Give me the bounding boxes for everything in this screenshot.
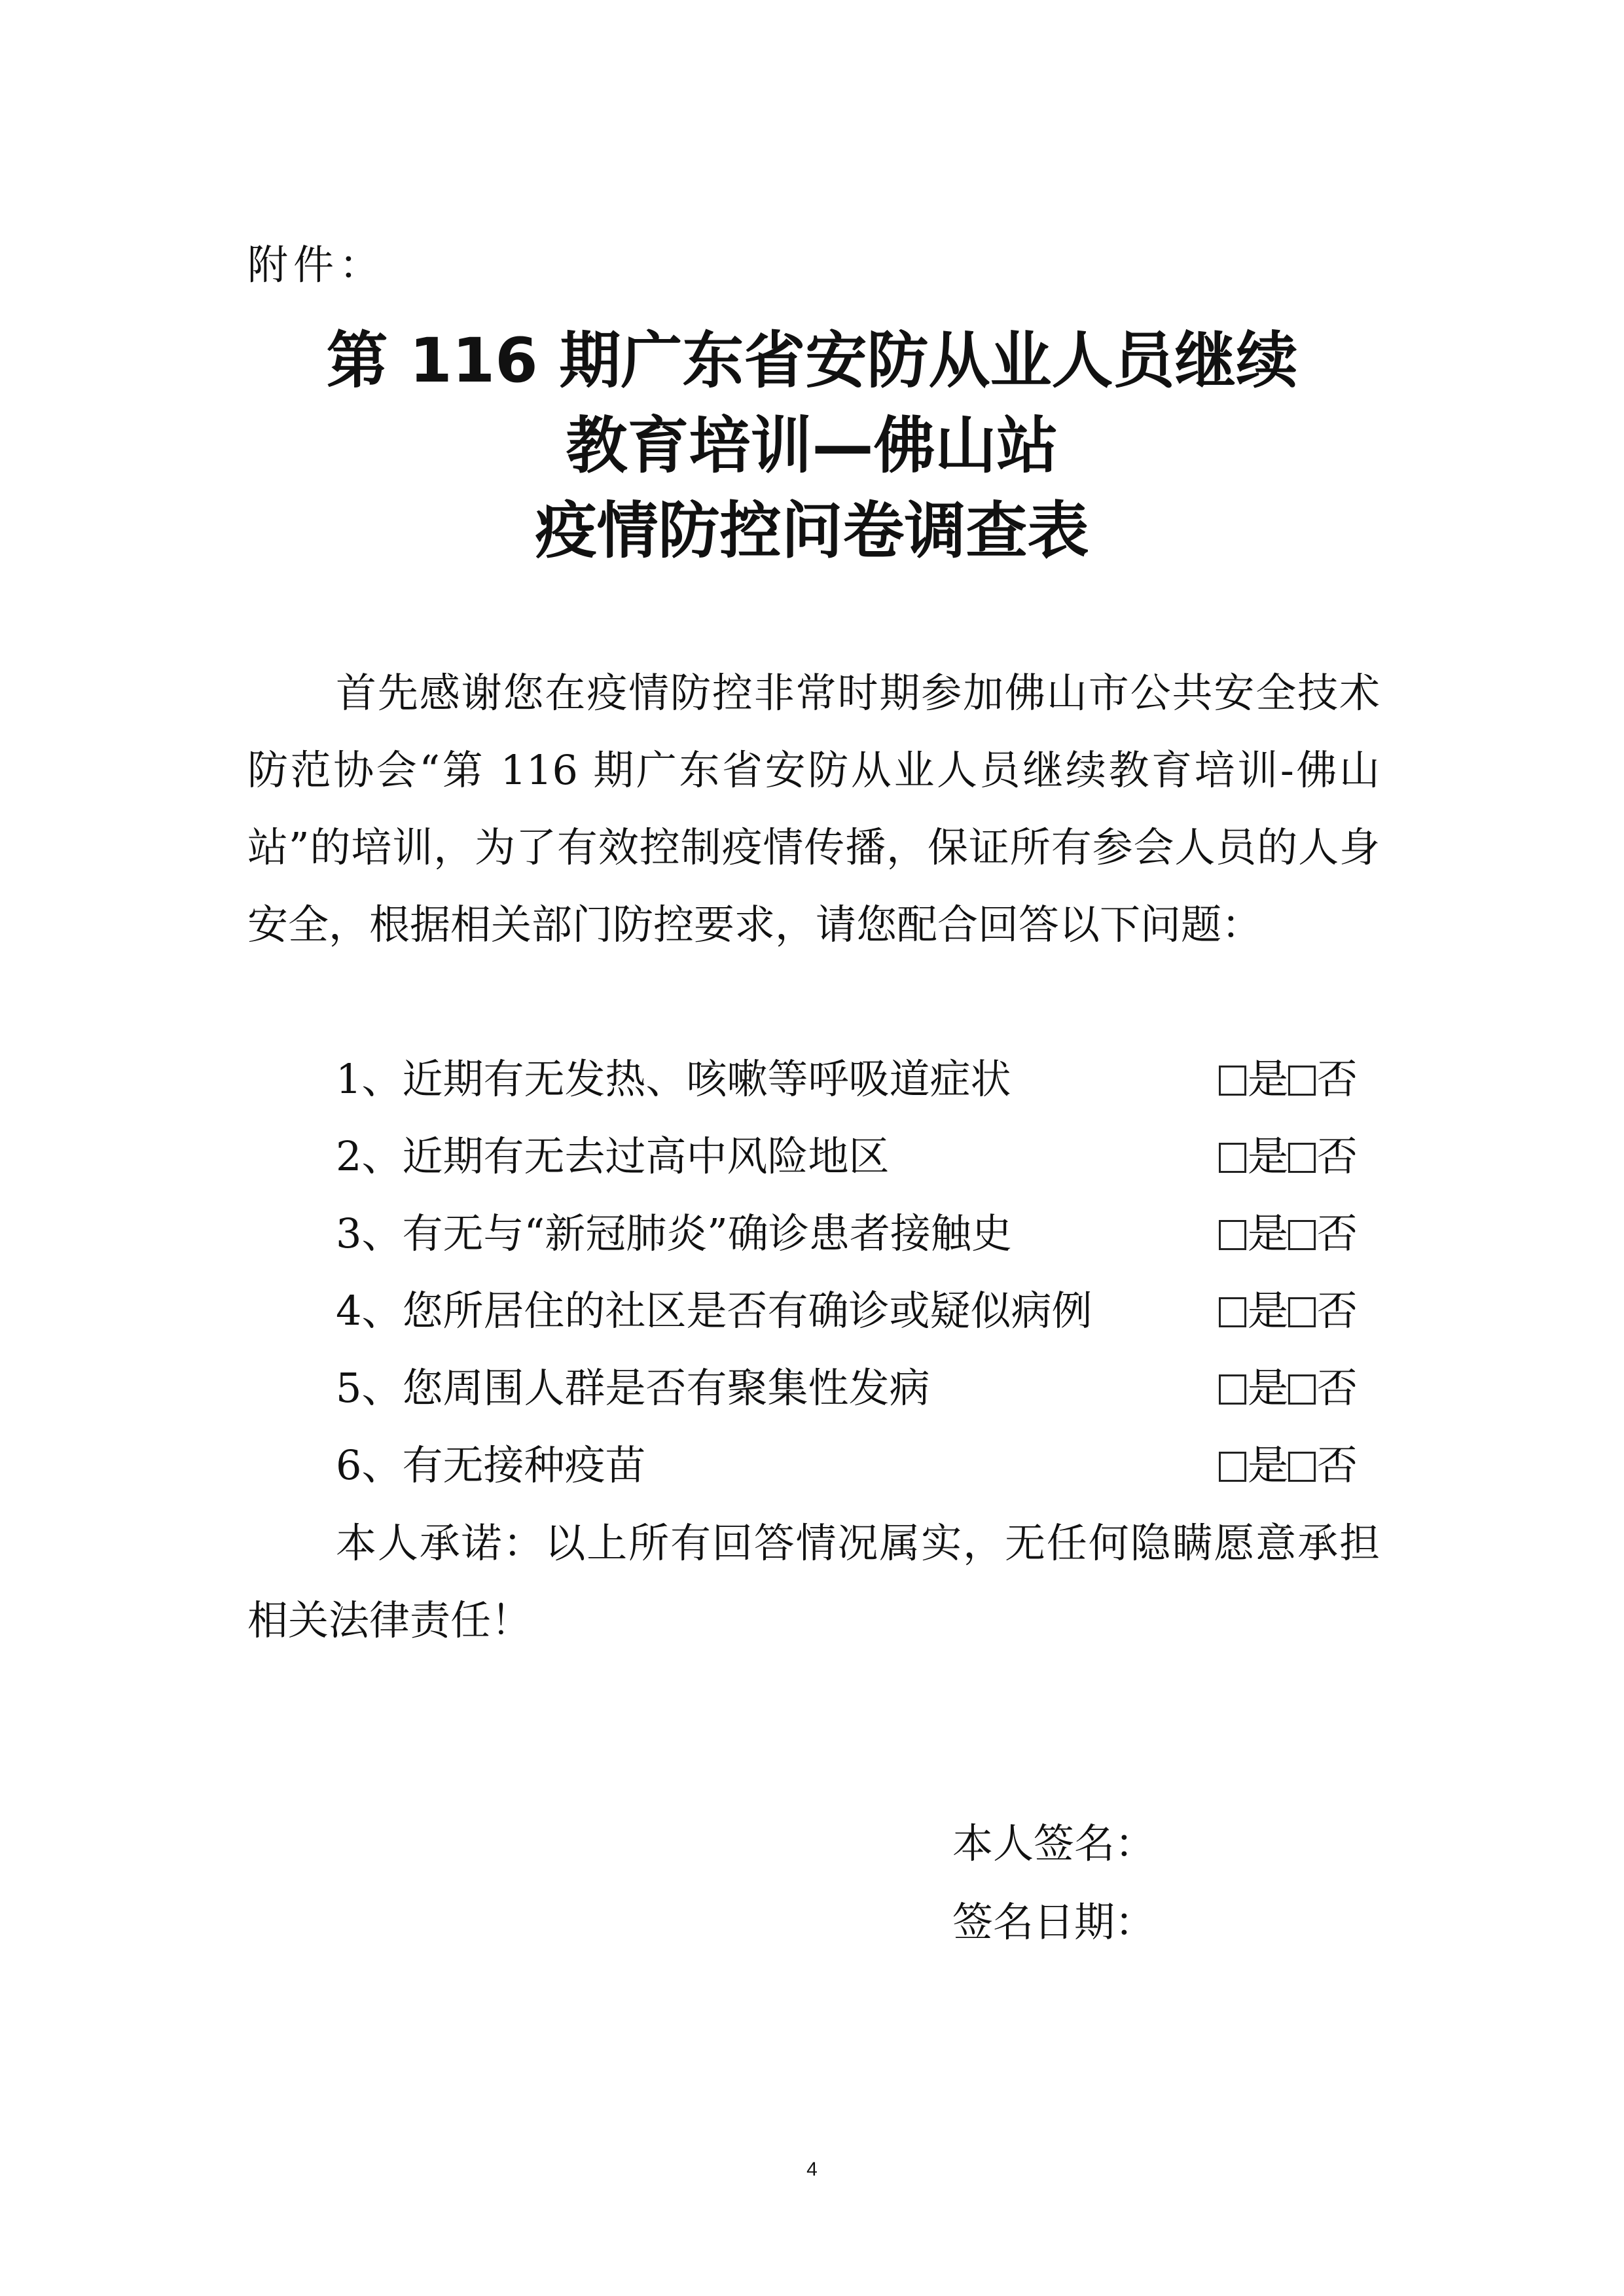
page-number: 4 (806, 2159, 818, 2180)
title-line-1: 第 116 期广东省安防从业人员继续 (326, 325, 1298, 397)
question-text: 1、近期有无发热、咳嗽等呼吸道症状 (336, 1055, 1011, 1103)
no-label: 否 (1317, 1132, 1358, 1180)
question-text: 6、有无接种疫苗 (336, 1441, 646, 1489)
question-options (1219, 1118, 1358, 1195)
no-label: 否 (1317, 1055, 1358, 1103)
no-checkbox[interactable] (1288, 1143, 1316, 1173)
signature-date-label: 签名日期： (952, 1898, 1156, 1946)
question-item (0, 1427, 1624, 1504)
no-label: 否 (1317, 1287, 1358, 1335)
yes-label: 是 (1248, 1055, 1289, 1103)
question-options (1219, 1350, 1358, 1427)
title-line-3: 疫情防控问卷调查表 (535, 495, 1089, 567)
no-checkbox[interactable] (1288, 1220, 1316, 1250)
no-label: 否 (1317, 1441, 1358, 1489)
no-label: 否 (1317, 1364, 1358, 1412)
signature-name-label: 本人签名： (952, 1820, 1156, 1867)
question-options (1219, 1041, 1358, 1118)
title-line-2: 教育培训—佛山站 (566, 410, 1058, 482)
yes-checkbox[interactable] (1219, 1066, 1246, 1096)
question-text: 4、您所居住的社区是否有确诊或疑似病例 (336, 1287, 1092, 1335)
yes-checkbox[interactable] (1219, 1374, 1246, 1405)
no-checkbox[interactable] (1288, 1066, 1316, 1096)
question-options (1219, 1272, 1358, 1350)
yes-checkbox[interactable] (1219, 1143, 1246, 1173)
yes-label: 是 (1248, 1364, 1289, 1412)
no-label: 否 (1317, 1210, 1358, 1257)
question-text: 5、您周围人群是否有聚集性发病 (336, 1364, 930, 1412)
question-item (0, 1118, 1624, 1195)
question-options (1219, 1427, 1358, 1504)
question-item (0, 1350, 1624, 1427)
yes-checkbox[interactable] (1219, 1220, 1246, 1250)
yes-label: 是 (1248, 1287, 1289, 1335)
yes-label: 是 (1248, 1441, 1289, 1489)
question-item (0, 1272, 1624, 1350)
yes-label: 是 (1248, 1210, 1289, 1257)
intro-paragraph: 首先感谢您在疫情防控非常时期参加佛山市公共安全技术防范协会“第 116 期广东省安防从业人员继续教育培训-佛山站”的培训，为了有效控制疫情传播，保证所有参会人员的人身安全，根据相关部门防控要求，请您配合回答以下问题： (247, 669, 1380, 948)
question-text: 2、近期有无去过高中风险地区 (336, 1132, 890, 1180)
question-options (1219, 1195, 1358, 1272)
no-checkbox[interactable] (1288, 1297, 1316, 1327)
yes-label: 是 (1248, 1132, 1289, 1180)
yes-checkbox[interactable] (1219, 1452, 1246, 1482)
no-checkbox[interactable] (1288, 1374, 1316, 1405)
question-item (0, 1041, 1624, 1118)
question-text: 3、有无与“新冠肺炎”确诊患者接触史 (336, 1210, 1012, 1257)
pledge-paragraph: 本人承诺：以上所有回答情况属实，无任何隐瞒愿意承担相关法律责任！ (247, 1519, 1380, 1644)
attachment-label: 附件： (247, 241, 386, 289)
question-item (0, 1195, 1624, 1272)
no-checkbox[interactable] (1288, 1452, 1316, 1482)
yes-checkbox[interactable] (1219, 1297, 1246, 1327)
